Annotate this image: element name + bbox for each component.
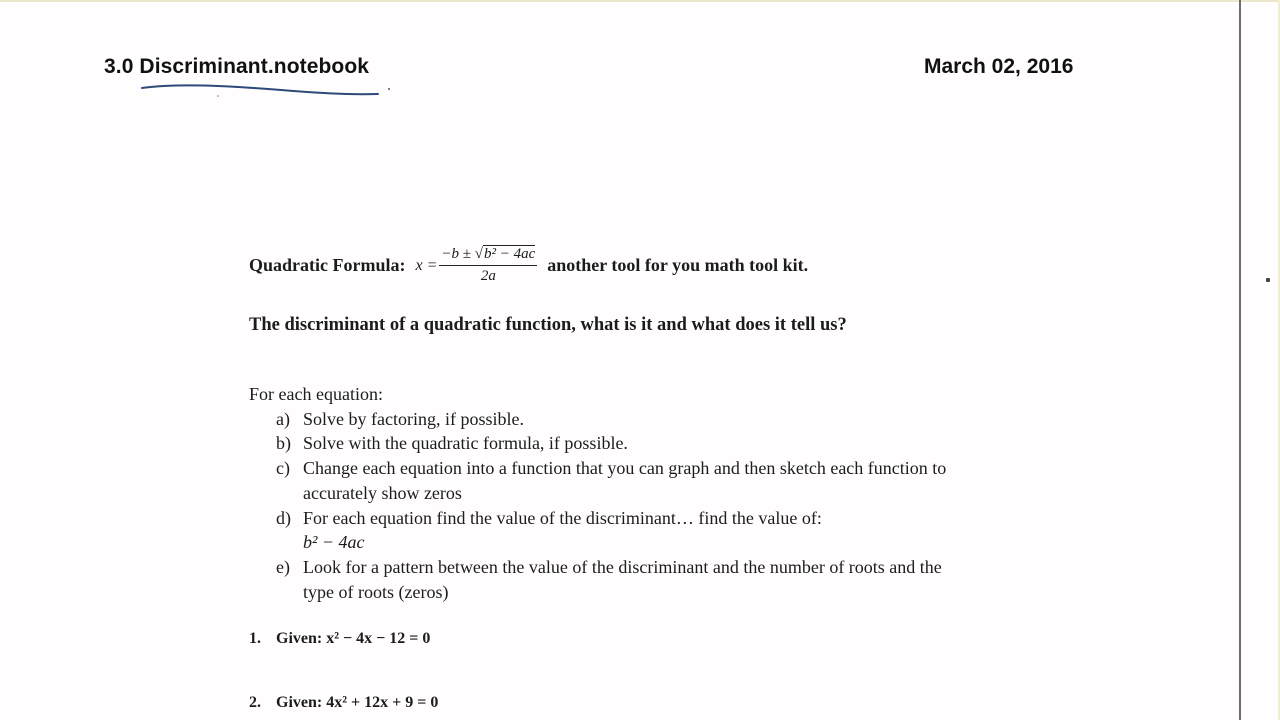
- step-item: [249, 456, 959, 505]
- handwritten-underline-annotation[interactable]: [138, 80, 398, 104]
- numerator-prefix: −b ±: [441, 246, 475, 262]
- instructions-heading: For each equation:: [249, 384, 383, 404]
- step-text: Look for a pattern between the value of the discriminant and the number of roots and the type of roots (zeros): [303, 556, 942, 602]
- formula-radicand: b² − 4ac: [483, 246, 536, 262]
- problem-equation: 4x² + 12x + 9 = 0: [326, 694, 439, 711]
- steps-list: [249, 407, 959, 605]
- page-edge-divider: [1239, 0, 1241, 720]
- step-marker: d): [276, 507, 291, 528]
- problem-number: 1.: [249, 630, 261, 647]
- problem-1: [249, 630, 430, 648]
- window-top-border: [0, 0, 1280, 2]
- step-text-with-math: [303, 506, 953, 555]
- discriminant-question: The discriminant of a quadratic function, what is it and what does it tell us?: [249, 315, 847, 335]
- formula-denominator: 2a: [480, 268, 496, 284]
- problem-2: [249, 694, 438, 712]
- formula-caption: another tool for you math tool kit.: [547, 255, 809, 275]
- quadratic-formula: [415, 246, 537, 285]
- step-item: [249, 555, 959, 604]
- quadratic-formula-line: [249, 246, 808, 285]
- problem-label: Given:: [276, 694, 323, 711]
- problem-number: 2.: [249, 694, 261, 711]
- step-text: Solve with the quadratic formula, if possible.: [303, 433, 628, 454]
- step-text: Solve by factoring, if possible.: [303, 408, 524, 429]
- problem-equation: x² − 4x − 12 = 0: [326, 630, 431, 647]
- problem-label: Given:: [276, 630, 323, 647]
- formula-label: Quadratic Formula:: [249, 255, 406, 275]
- step-item: [249, 506, 959, 555]
- formula-numerator: −b ± √b² − 4ac: [439, 246, 537, 266]
- instructions-block: [249, 382, 959, 604]
- step-marker: e): [276, 556, 290, 577]
- discriminant-expression: b² − 4ac: [303, 532, 365, 553]
- notebook-title: 3.0 Discriminant.notebook: [104, 55, 370, 78]
- step-item: [249, 431, 959, 456]
- step-item: [249, 407, 959, 432]
- step-marker: a): [276, 408, 290, 429]
- step-text: For each equation find the value of the discriminant… find the value of:: [303, 507, 822, 528]
- formula-fraction: [439, 246, 537, 285]
- formula-lhs: x =: [415, 256, 438, 274]
- pointer-icon: [1266, 278, 1270, 282]
- page-date: March 02, 2016: [924, 55, 1074, 78]
- step-marker: c): [276, 458, 290, 479]
- step-marker: b): [276, 433, 291, 454]
- step-text: Change each equation into a function that you can graph and then sketch each function to accurately show zeros: [303, 458, 947, 503]
